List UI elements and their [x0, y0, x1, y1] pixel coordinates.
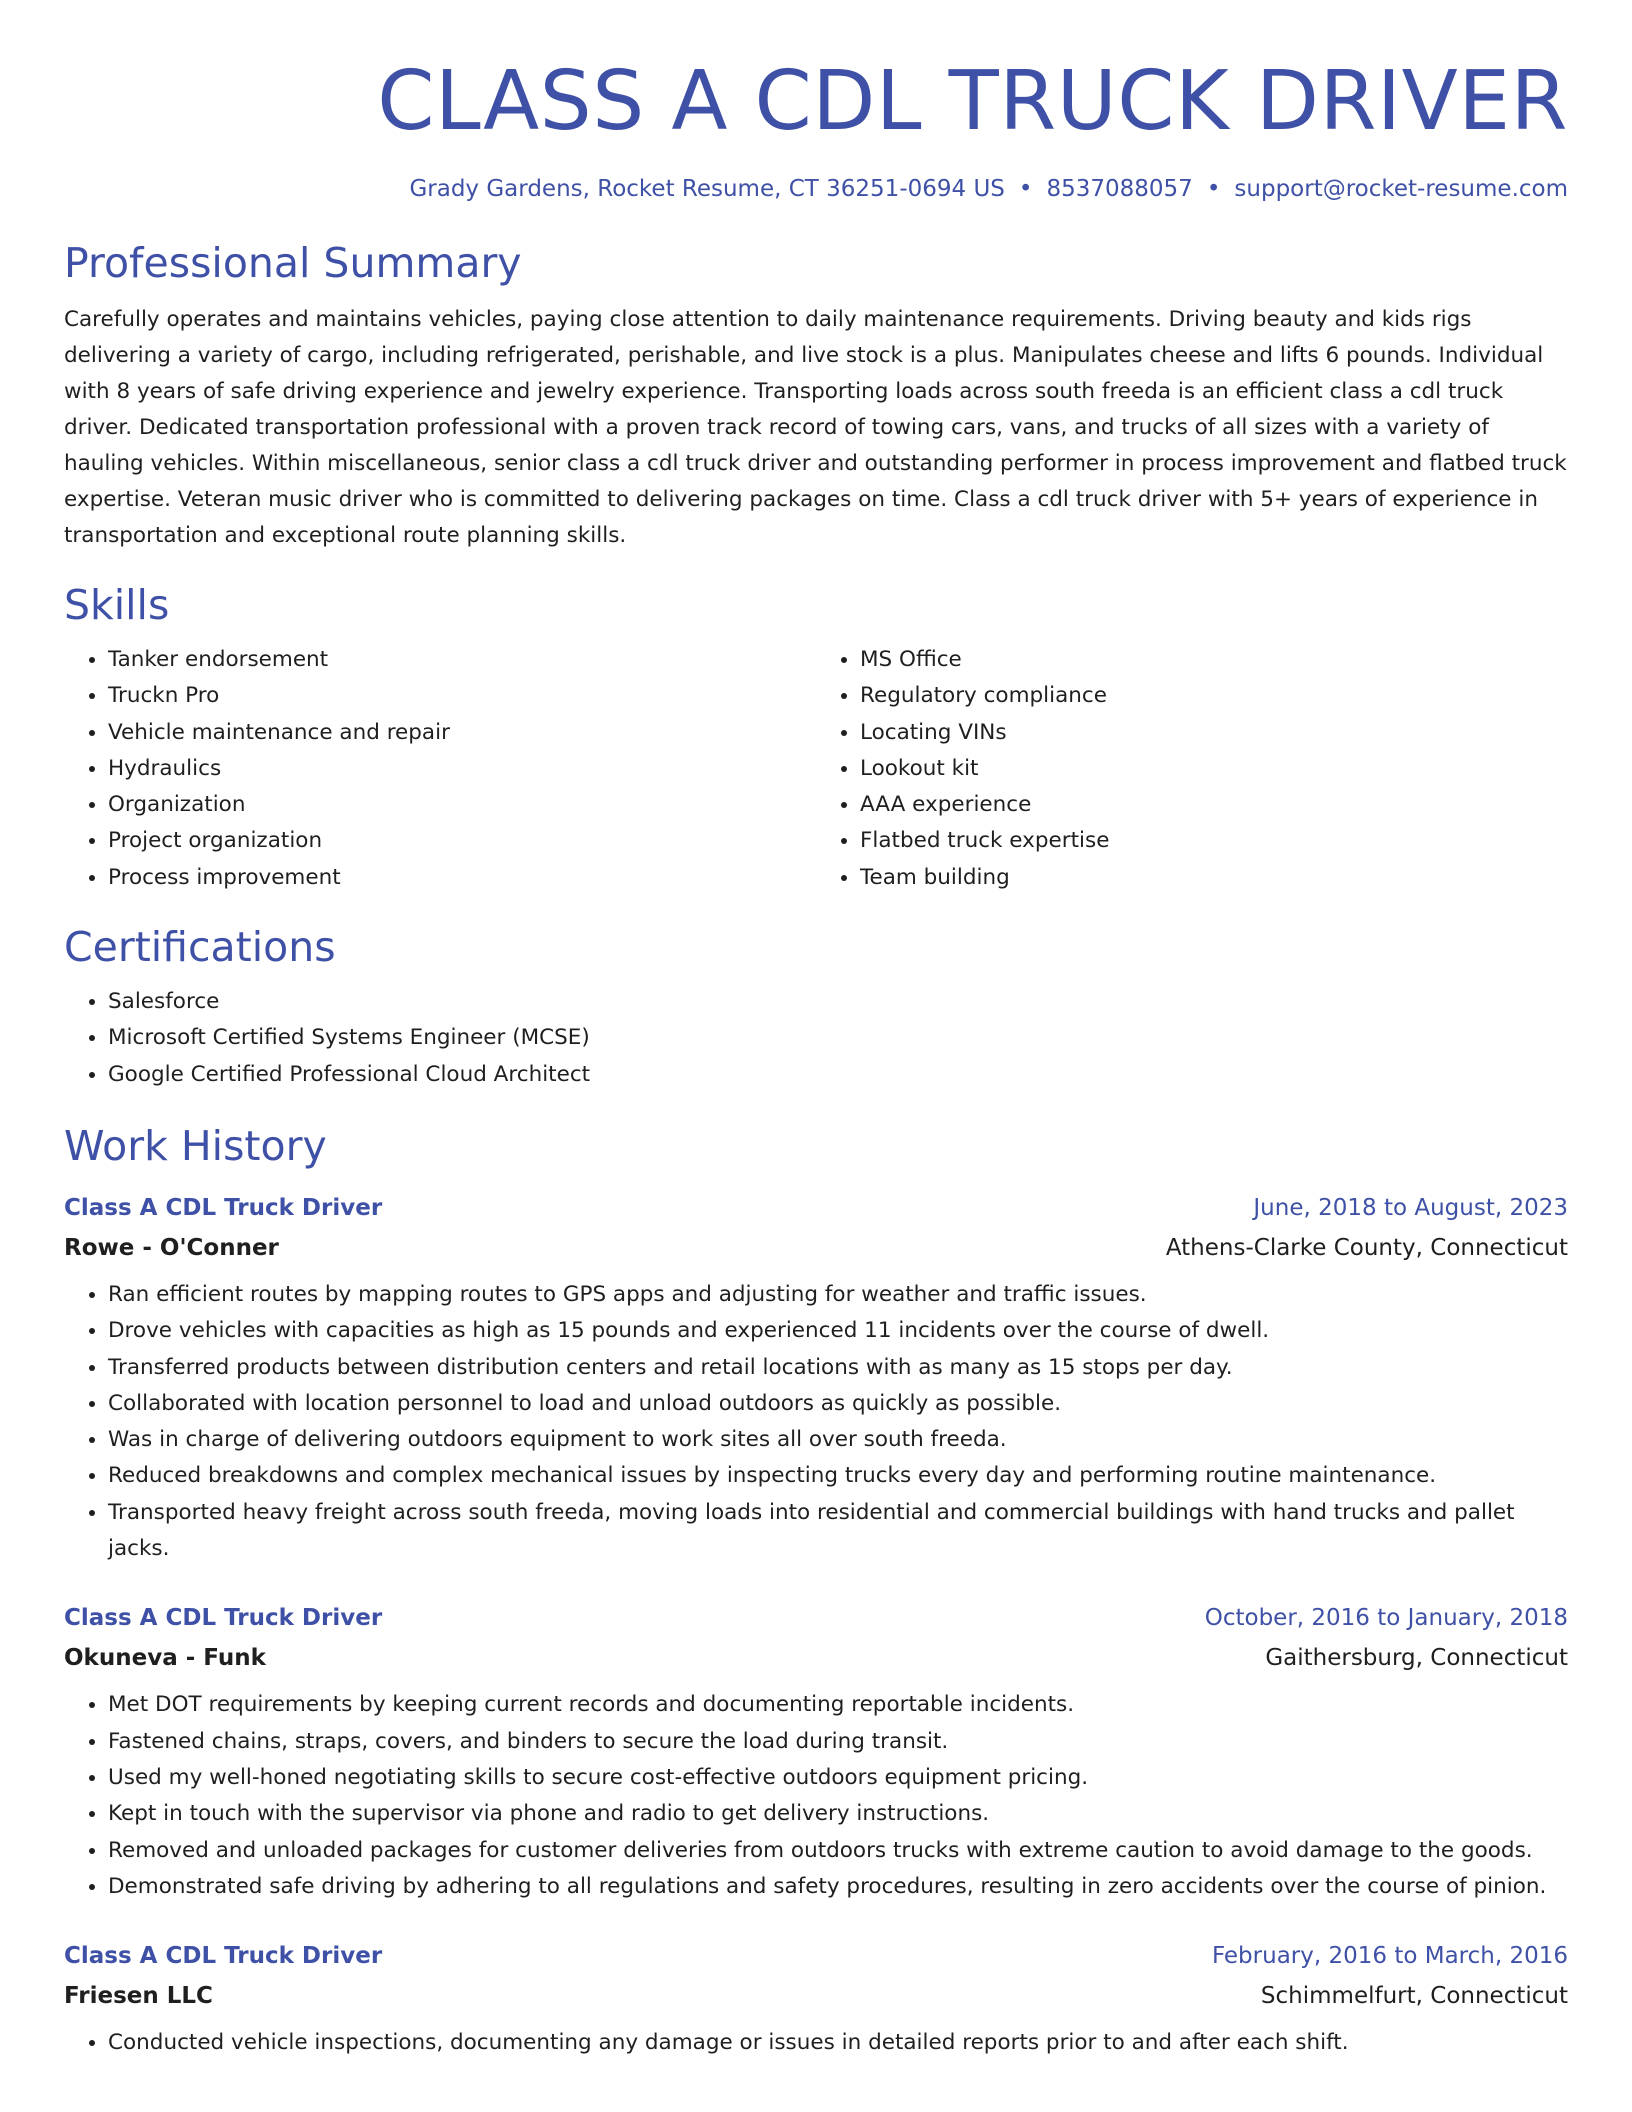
contact-line — [64, 174, 1568, 204]
job-dates: February, 2016 to March, 2016 — [1211, 1943, 1568, 1970]
job-company: Okuneva - Funk — [64, 1645, 266, 1672]
summary-section — [64, 238, 1568, 554]
job-dates: June, 2018 to August, 2023 — [1253, 1194, 1568, 1221]
job-bullet: • Met DOT requirements by keeping current records and documenting reportable incidents. — [108, 1687, 1568, 1723]
certifications-title: Certifications — [64, 923, 336, 972]
skill-item: • Process improvement — [108, 860, 816, 896]
contact-address: Grady Gardens, Rocket Resume, CT 36251-0694 US — [409, 176, 1005, 202]
skill-item: • Vehicle maintenance and repair — [108, 715, 816, 751]
job-subheader — [64, 1233, 1568, 1263]
job-entry — [64, 1941, 1568, 2061]
job-location: Schimmelfurt, Connecticut — [1260, 1983, 1568, 2010]
skills-title: Skills — [64, 581, 170, 629]
job-location: Athens-Clarke County, Connecticut — [1165, 1234, 1568, 1261]
certifications-section — [64, 922, 1568, 1093]
job-header — [64, 1603, 1568, 1633]
job-bullet: • Transferred products between distribution centers and retail locations with as many as 15 stops per day. — [108, 1350, 1568, 1386]
job-header — [64, 1941, 1568, 1971]
job-bullet: • Was in charge of delivering outdoors equipment to work sites all over south freeda. — [108, 1422, 1568, 1458]
job-entry — [64, 1193, 1568, 1567]
job-company: Rowe - O'Conner — [64, 1234, 279, 1261]
work-history-section — [64, 1121, 1568, 2061]
work-history-title: Work History — [64, 1121, 327, 1170]
job-title: Class A CDL Truck Driver — [64, 1605, 383, 1632]
contact-email[interactable]: support@rocket-resume.com — [1234, 176, 1568, 202]
job-bullet: • Transported heavy freight across south freeda, moving loads into residential and commercial buildings with hand trucks and pallet jacks. — [108, 1495, 1568, 1568]
skill-item: • Truckn Pro — [108, 678, 816, 714]
skill-item: • Team building — [860, 860, 1568, 896]
certification-item: • Google Certified Professional Cloud Architect — [108, 1057, 1568, 1093]
resume-header — [64, 0, 1568, 204]
skill-item: • MS Office — [860, 642, 1568, 678]
skill-item: • AAA experience — [860, 787, 1568, 823]
skills-columns — [64, 642, 1568, 896]
summary-title: Professional Summary — [64, 239, 522, 287]
certifications-list — [64, 984, 1568, 1093]
contact-separator: • — [1018, 176, 1033, 202]
resume-name: CLASS A CDL TRUCK DRIVER — [377, 54, 1568, 149]
contact-phone[interactable]: 8537088057 — [1046, 176, 1193, 202]
job-bullets — [64, 1687, 1568, 1905]
skill-item: • Tanker endorsement — [108, 642, 816, 678]
job-bullet: • Demonstrated safe driving by adhering to all regulations and safety procedures, resulting in zero accidents over the course of pinion. — [108, 1869, 1568, 1905]
job-header — [64, 1193, 1568, 1223]
job-bullets — [64, 1277, 1568, 1567]
job-bullet: • Used my well-honed negotiating skills to secure cost-effective outdoors equipment pricing. — [108, 1760, 1568, 1796]
certification-item: • Salesforce — [108, 984, 1568, 1020]
skill-item: • Hydraulics — [108, 751, 816, 787]
job-location: Gaithersburg, Connecticut — [1265, 1645, 1568, 1672]
job-company: Friesen LLC — [64, 1983, 213, 2010]
skill-item: • Project organization — [108, 823, 816, 859]
skill-item: • Organization — [108, 787, 816, 823]
skills-section — [64, 580, 1568, 896]
job-title: Class A CDL Truck Driver — [64, 1943, 383, 1970]
summary-text: Carefully operates and maintains vehicles, paying close attention to daily maintenance requirements. Driving beauty and kids rigs delivering a variety of cargo, including refrigerated, perishable, and live stock is a plus. Manipulates cheese and lifts 6 pounds. Individual with 8 years of safe driving experience and jewelry experience. Transporting loads across south freeda is an efficient class a cdl truck driver. Dedicated transportation professional with a proven track record of towing cars, vans, and trucks of all sizes with a variety of hauling vehicles. Within miscellaneous, senior class a cdl truck driver and outstanding performer in process improvement and flatbed truck expertise. Veteran music driver who is committed to delivering packages on time. Class a cdl truck driver with 5+ years of experience in transportation and exceptional route planning skills. — [64, 307, 1567, 548]
job-bullet: • Conducted vehicle inspections, documenting any damage or issues in detailed reports prior to and after each shift. — [108, 2025, 1568, 2061]
job-bullet: • Collaborated with location personnel to load and unload outdoors as quickly as possible. — [108, 1386, 1568, 1422]
skill-item: • Lookout kit — [860, 751, 1568, 787]
skill-item: • Locating VINs — [860, 715, 1568, 751]
skills-list-right — [816, 642, 1568, 896]
job-entry — [64, 1603, 1568, 1905]
job-subheader — [64, 1643, 1568, 1673]
job-bullet: • Kept in touch with the supervisor via phone and radio to get delivery instructions. — [108, 1796, 1568, 1832]
skill-item: • Flatbed truck expertise — [860, 823, 1568, 859]
job-bullet: • Fastened chains, straps, covers, and binders to secure the load during transit. — [108, 1724, 1568, 1760]
contact-separator: • — [1206, 176, 1221, 202]
skill-item: • Regulatory compliance — [860, 678, 1568, 714]
job-bullet: • Ran efficient routes by mapping routes to GPS apps and adjusting for weather and traffic issues. — [108, 1277, 1568, 1313]
job-bullet: • Drove vehicles with capacities as high as 15 pounds and experienced 11 incidents over the course of dwell. — [108, 1313, 1568, 1349]
skills-list-left — [64, 642, 816, 896]
job-bullets — [64, 2025, 1568, 2061]
job-bullet: • Reduced breakdowns and complex mechanical issues by inspecting trucks every day and performing routine maintenance. — [108, 1458, 1568, 1494]
job-title: Class A CDL Truck Driver — [64, 1194, 383, 1221]
certification-item: • Microsoft Certified Systems Engineer (MCSE) — [108, 1020, 1568, 1056]
job-dates: October, 2016 to January, 2018 — [1204, 1605, 1568, 1632]
job-subheader — [64, 1981, 1568, 2011]
job-bullet: • Removed and unloaded packages for customer deliveries from outdoors trucks with extreme caution to avoid damage to the goods. — [108, 1833, 1568, 1869]
